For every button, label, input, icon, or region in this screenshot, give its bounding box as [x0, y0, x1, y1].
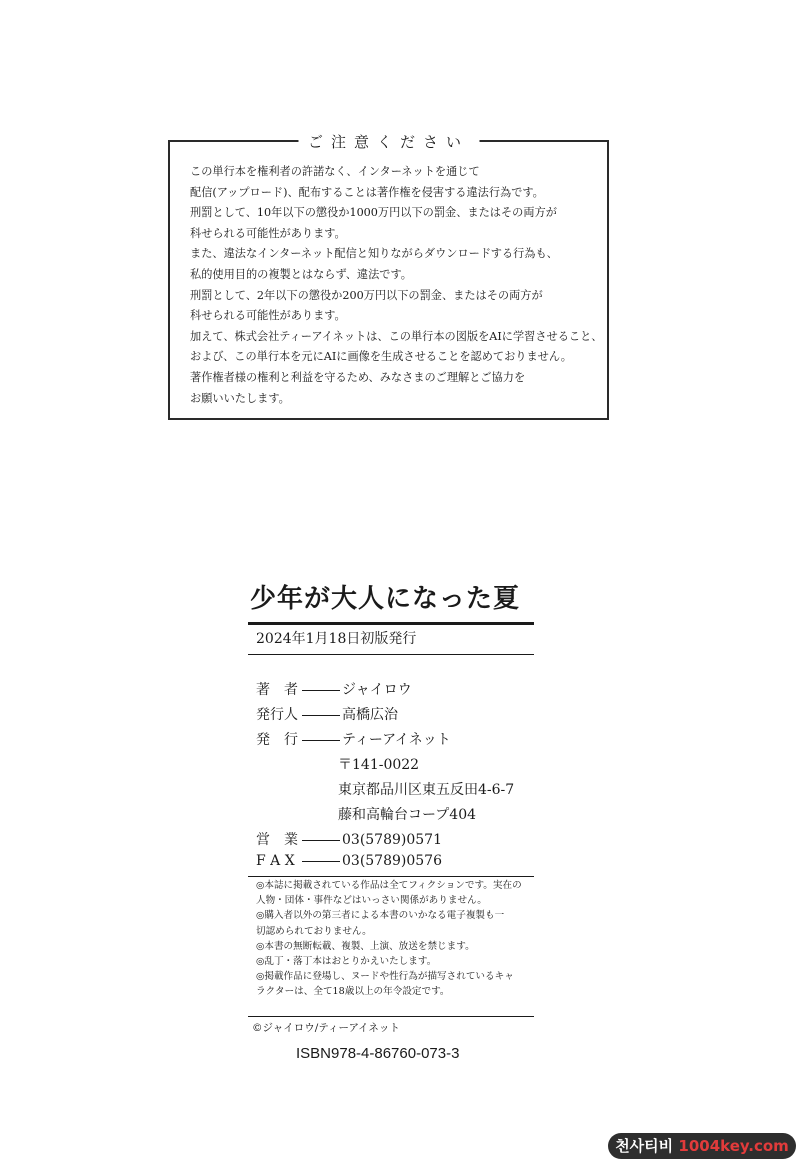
credit-fax — [256, 853, 442, 877]
notice-line: 加えて、株式会社ティーアイネットは、この単行本の図版をAIに学習させること、 — [190, 329, 603, 343]
watermark-text-primary: 천사티비 — [615, 1137, 674, 1155]
notice-body — [190, 162, 620, 409]
notice-line: この単行本を権利者の許諾なく、インターネットを通じて — [190, 165, 480, 178]
fax-label: F A X — [256, 853, 295, 869]
leader-dash — [302, 690, 340, 691]
credit-publisher-person — [256, 704, 398, 728]
notes-rule — [248, 876, 534, 877]
copyright: ©ジャイロウ/ティーアイネット — [252, 1022, 400, 1034]
watermark-text-secondary: 1004key.com — [678, 1137, 789, 1155]
legal-notes — [256, 878, 546, 1000]
note-line: ◎本誌に掲載されている作品は全てフィクションです。実在の — [256, 880, 522, 891]
watermark-badge — [608, 1133, 796, 1159]
leader-dash — [302, 740, 340, 741]
notice-line: および、この単行本を元にAIに画像を生成させることを認めておりません。 — [190, 350, 572, 364]
leader-dash — [302, 861, 340, 862]
publisher-person-name: 高橋広治 — [342, 707, 398, 723]
publisher-label: 発 行 — [256, 732, 298, 748]
isbn: ISBN978-4-86760-073-3 — [296, 1045, 460, 1062]
notice-line: 科せられる可能性があります。 — [190, 226, 346, 240]
note-line: 切認められておりません。 — [256, 925, 372, 937]
notice-line: 配信(アップロード)、配布することは著作権を侵害する違法行為です。 — [190, 185, 544, 199]
note-line: ◎購入者以外の第三者による本書のいかなる電子複製も一 — [256, 910, 505, 922]
notice-line: お願いいたします。 — [190, 391, 290, 405]
copyright-rule — [248, 1016, 534, 1017]
note-line: ◎本書の無断転載、複製、上演、放送を禁じます。 — [256, 940, 475, 952]
address-line-1: 東京都品川区東五反田4-6-7 — [338, 782, 515, 798]
note-line: ◎掲載作品に登場し、ヌードや性行為が描写されているキャ — [256, 971, 514, 983]
credit-sales — [256, 829, 442, 853]
credit-author — [256, 679, 412, 703]
publisher-name: ティーアイネット — [342, 732, 451, 748]
note-line: 人物・団体・事件などはいっさい関係がありません。 — [256, 895, 487, 907]
book-title: 少年が大人になった夏 — [250, 584, 521, 614]
date-rule — [248, 654, 534, 655]
publisher-person-label: 発行人 — [256, 707, 298, 723]
notice-line: 科せられる可能性があります。 — [190, 309, 346, 323]
notice-line: 刑罰として、2年以下の懲役か200万円以下の罰金、またはその両方が — [190, 288, 543, 302]
note-line: ◎乱丁・落丁本はおとりかえいたします。 — [256, 956, 437, 968]
note-line: ラクターは、全て18歳以上の年令設定です。 — [256, 986, 450, 998]
leader-dash — [302, 840, 340, 841]
leader-dash — [302, 715, 340, 716]
sales-phone: 03(5789)0571 — [342, 832, 442, 848]
author-label: 著 者 — [256, 682, 298, 698]
sales-label: 営 業 — [256, 832, 298, 848]
publication-date: 2024年1月18日初版発行 — [256, 631, 417, 647]
author-name: ジャイロウ — [342, 682, 412, 698]
notice-line: 著作権者様の権利と利益を守るため、みなさまのご理解とご協力を — [190, 370, 526, 384]
credit-publisher — [256, 729, 451, 753]
address-line-2: 藤和高輪台コープ404 — [338, 807, 477, 823]
notice-title: ご注意ください — [298, 131, 479, 152]
title-rule — [248, 622, 534, 625]
fax-number: 03(5789)0576 — [342, 853, 442, 869]
notice-line: 刑罰として、10年以下の懲役か1000万円以下の罰金、またはその両方が — [190, 206, 557, 220]
notice-box — [168, 133, 609, 420]
notice-line: 私的使用目的の複製とはならず、違法です。 — [190, 267, 412, 281]
postal-code: 〒141-0022 — [338, 757, 420, 773]
notice-line: また、違法なインターネット配信と知りながらダウンロードする行為も、 — [190, 247, 558, 261]
